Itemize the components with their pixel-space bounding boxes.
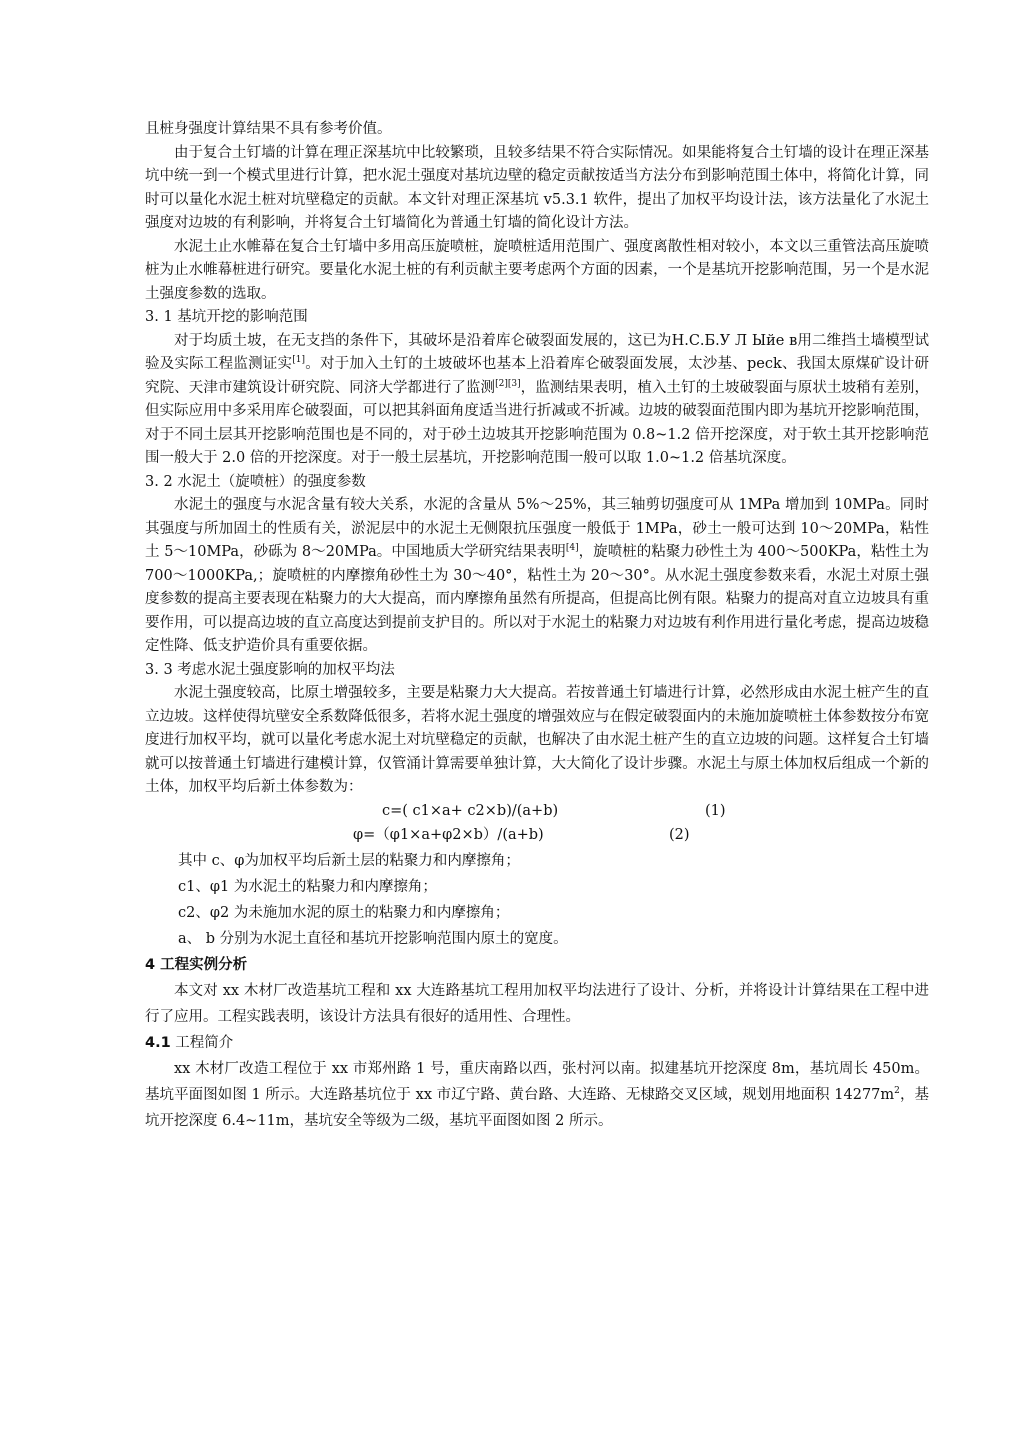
text-span: ，基坑开挖深度 6.4~11m，基坑安全等级为二级，基坑平面图如图 2 所示。 [145, 1086, 929, 1129]
citation: [1] [292, 355, 305, 366]
text-span: ，监测结果表明，植入土钉的土坡破裂面与原状土坡稍有差别，但实际应用中多采用库仑破裂面，可以把其斜面角度适当进行折减或不折减。边坡的破裂面范围内即为基坑开挖影响范围，对于不同土层其开挖影响范围也是不同的，对于砂土边坡其开挖影响范围为 0.8~1.2 倍开挖深度，对于软土其开挖影响范围一般大于 2.0 倍的开挖深度。对于一般土层基坑，开挖影响范围一般可以取 1.0~1.2 倍基坑深度。 [145, 379, 929, 466]
equation-body: φ=（φ1×a+φ2×b）/(a+b) [353, 826, 544, 843]
paragraph: 且桩身强度计算结果不具有参考价值。 [145, 121, 392, 137]
equation-body: c=( c1×a+ c2×b)/(a+b) [382, 802, 559, 819]
paragraph [145, 494, 929, 659]
heading-text: 工程简介 [170, 1034, 234, 1051]
paragraph: 本文对 xx 木材厂改造基坑工程和 xx 大连路基坑工程用加权平均法进行了设计、分析，并将设计计算结果在工程中进行了应用。工程实践表明，该设计方法具有很好的适用性、合理性。 [145, 982, 929, 1025]
text-span: ，旋喷桩的粘聚力砂性土为 400～500KPa，粘性土为 700～1000KPa,；旋喷桩的内摩擦角砂性土为 30～40°，粘性土为 20～30°。从水泥土强度参数来看，水泥土对原土强度参数的提高主要表现在粘聚力的大大提高，而内摩擦角虽然有所提高，但提高比例有限。粘聚力的提高对直立边坡具有重要作用，可以提高边坡的直立高度达到提前支护目的。所以对于水泥土的粘聚力对边坡有利作用进行量化考虑，提高边坡稳定性降、低支护造价具有重要依据。 [145, 544, 930, 654]
paragraph [145, 1056, 929, 1134]
equation-number: (2) [669, 826, 690, 843]
definition-line: c1、φ1 为水泥土的粘聚力和内摩擦角； [178, 878, 437, 895]
paragraph [145, 330, 929, 471]
equation-number: (1) [705, 802, 726, 819]
document-page [145, 118, 929, 1134]
section-heading-4-1 [145, 1030, 929, 1056]
heading-number: 4.1 [145, 1034, 171, 1051]
text-span: 水泥土的强度与水泥含量有较大关系，水泥的含量从 5%～25%，其三轴剪切强度可从 1MPa 增加到 10MPa。同时其强度与所加固土的性质有关，淤泥层中的水泥土无侧限抗压强度一般低于 1MPa，砂土一般可达到 10～20MPa，粘性土 5～10MPa，砂砾为 8～20MPa。中国地质大学研究结果表明 [145, 497, 929, 560]
definition-line: a、 b 分别为水泥土直径和基坑开挖影响范围内原土的宽度。 [178, 930, 568, 947]
equation-1 [145, 800, 929, 824]
text-span: xx 木材厂改造工程位于 xx 市郑州路 1 号，重庆南路以西，张村河以南。拟建基坑开挖深度 8m，基坑周长 450m。基坑平面图如图 1 所示。大连路基坑位于 xx 市辽宁路、黄台路、大连路、无棣路交叉区域，规划用地面积 14277m [145, 1060, 929, 1103]
citation: [2][3] [495, 378, 521, 389]
section-heading-3-3: 3. 3 考虑水泥土强度影响的加权平均法 [145, 661, 395, 678]
definition-line: 其中 c、φ为加权平均后新土层的粘聚力和内摩擦角； [178, 852, 520, 869]
paragraph: 水泥土止水帷幕在复合土钉墙中多用高压旋喷桩，旋喷桩适用范围广、强度离散性相对较小，本文以三重管法高压旋喷桩为止水帷幕桩进行研究。要量化水泥土桩的有利贡献主要考虑两个方面的因素，一个是基坑开挖影响范围，另一个是水泥土强度参数的选取。 [145, 238, 929, 302]
definition-line: c2、φ2 为未施加水泥的原土的粘聚力和内摩擦角； [178, 904, 510, 921]
section-heading-4: 4 工程实例分析 [145, 956, 248, 973]
text-span: 对于均质土坡，在无支挡的条件下，其破坏是沿着库仑破裂面发展的，这已为Н.С.Б.У Л Ыйе в用二维挡土墙模型试验及实际工程监测证实 [145, 332, 929, 372]
citation: [4] [565, 543, 579, 554]
equation-2 [145, 824, 929, 848]
section-heading-3-2: 3. 2 水泥土（旋喷桩）的强度参数 [145, 473, 366, 490]
paragraph: 由于复合土钉墙的计算在理正深基坑中比较繁琐，且较多结果不符合实际情况。如果能将复合土钉墙的设计在理正深基坑中统一到一个模式里进行计算，把水泥土强度对基坑边壁的稳定贡献按适当方法分布到影响范围土体中，将简化计算，同时可以量化水泥土桩对坑壁稳定的贡献。本文针对理正深基坑 v5.3.1 软件，提出了加权平均设计法，该方法量化了水泥土强度对边坡的有利影响，并将复合土钉墙简化为普通土钉墙的简化设计方法。 [145, 144, 929, 231]
section-heading-3-1: 3. 1 基坑开挖的影响范围 [145, 309, 308, 325]
text-span: 。对于加入土钉的土坡破坏也基本上沿着库仑破裂面发展，太沙基、peck、我国太原煤矿设计研究院、天津市建筑设计研究院、同济大学都进行了监测 [145, 356, 929, 396]
superscript: 2 [894, 1085, 900, 1096]
paragraph: 水泥土强度较高，比原土增强较多，主要是粘聚力大大提高。若按普通土钉墙进行计算，必然形成由水泥土桩产生的直立边坡。这样使得坑壁安全系数降低很多，若将水泥土强度的增强效应与在假定破裂面内的未施加旋喷桩土体参数按分布宽度进行加权平均，就可以量化考虑水泥土对坑壁稳定的贡献，也解决了由水泥土桩产生的直立边坡的问题。这样复合土钉墙就可以按普通土钉墙进行建模计算，仅管涌计算需要单独计算，大大简化了设计步骤。水泥土与原土体加权后组成一个新的土体，加权平均后新土体参数为： [145, 685, 929, 795]
